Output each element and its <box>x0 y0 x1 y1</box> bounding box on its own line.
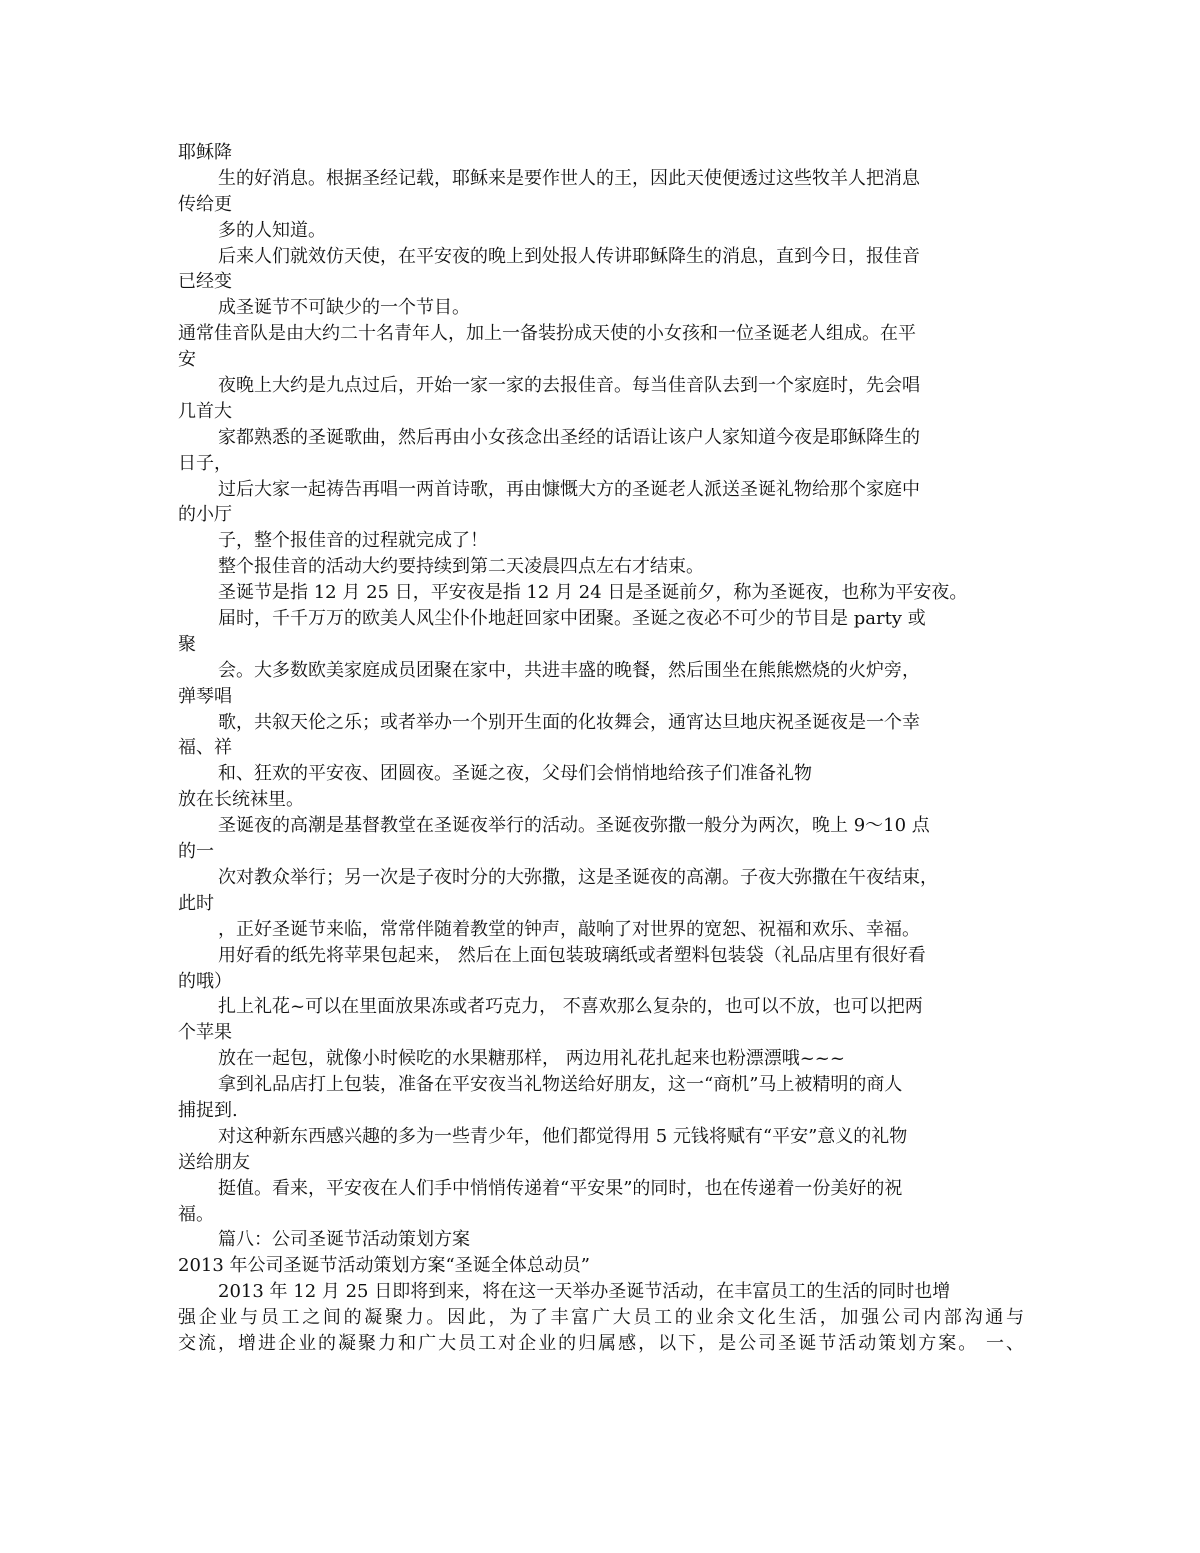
text-line: 整个报佳音的活动大约要持续到第二天凌晨四点左右才结束。 <box>218 556 704 578</box>
text-line: 和、狂欢的平安夜、团圆夜。圣诞之夜，父母们会悄悄地给孩子们准备礼物 <box>218 763 812 785</box>
text-line: 强企业与员工之间的凝聚力。因此，为了丰富广大员工的业余文化生活，加强公司内部沟通与 <box>178 1307 1024 1329</box>
text-line: 已经变 <box>178 271 232 293</box>
text-line: 日子， <box>178 452 232 474</box>
text-line: 届时，千千万万的欧美人风尘仆仆地赶回家中团聚。圣诞之夜必不可少的节目是 party 或 <box>218 608 926 630</box>
text-line: 此时 <box>178 892 214 914</box>
text-line: 2013 年 12 月 25 日即将到来，将在这一天举办圣诞节活动，在丰富员工的生活的同时也增 <box>218 1281 951 1303</box>
text-line: 捕捉到. <box>178 1099 238 1121</box>
text-line: 过后大家一起祷告再唱一两首诗歌，再由慷慨大方的圣诞老人派送圣诞礼物给那个家庭中 <box>218 478 920 500</box>
text-line: 几首大 <box>178 400 232 422</box>
text-line: 交流，增进企业的凝聚力和广大员工对企业的归属感，以下，是公司圣诞节活动策划方案。 一、 <box>178 1332 1024 1354</box>
section-heading: 篇八：公司圣诞节活动策划方案 <box>218 1229 470 1251</box>
text-line: 家都熟悉的圣诞歌曲，然后再由小女孩念出圣经的话语让该户人家知道今夜是耶稣降生的 <box>218 426 920 448</box>
text-line: 用好看的纸先将苹果包起来， 然后在上面包装玻璃纸或者塑料包装袋（礼品店里有很好看 <box>218 944 926 966</box>
document-page <box>178 140 1024 1357</box>
text-line: 放在长统袜里。 <box>178 789 304 811</box>
text-line: 安 <box>178 349 196 371</box>
text-line: 挺值。看来，平安夜在人们手中悄悄传递着“平安果”的同时，也在传递着一份美好的祝 <box>218 1177 903 1199</box>
text-line: 传给更 <box>178 193 232 215</box>
text-line: 圣诞夜的高潮是基督教堂在圣诞夜举行的活动。圣诞夜弥撒一般分为两次，晚上 9～10 点 <box>218 815 930 837</box>
text-line: 成圣诞节不可缺少的一个节目。 <box>218 297 470 319</box>
document-title: 2013 年公司圣诞节活动策划方案“圣诞全体总动员” <box>178 1255 590 1277</box>
text-line: 歌，共叙天伦之乐；或者举办一个别开生面的化妆舞会，通宵达旦地庆祝圣诞夜是一个幸 <box>218 711 920 733</box>
text-line: 的哦） <box>178 970 232 992</box>
text-line: 的一 <box>178 841 214 863</box>
text-line: 圣诞节是指 12 月 25 日，平安夜是指 12 月 24 日是圣诞前夕，称为圣诞夜，也称为平安夜。 <box>218 582 968 604</box>
text-line: 后来人们就效仿天使，在平安夜的晚上到处报人传讲耶稣降生的消息，直到今日，报佳音 <box>218 245 920 267</box>
text-line: 放在一起包，就像小时候吃的水果糖那样， 两边用礼花扎起来也粉漂漂哦~~~ <box>218 1048 845 1070</box>
text-line: 夜晚上大约是九点过后，开始一家一家的去报佳音。每当佳音队去到一个家庭时，先会唱 <box>218 375 920 397</box>
text-line: 多的人知道。 <box>218 219 326 241</box>
text-line: 扎上礼花~可以在里面放果冻或者巧克力， 不喜欢那么复杂的，也可以不放，也可以把两 <box>218 996 923 1018</box>
text-line: 会。大多数欧美家庭成员团聚在家中，共进丰盛的晚餐，然后围坐在熊熊燃烧的火炉旁， <box>218 659 920 681</box>
text-line: 生的好消息。根据圣经记载，耶稣来是要作世人的王，因此天使便透过这些牧羊人把消息 <box>218 167 920 189</box>
text-line: 对这种新东西感兴趣的多为一些青少年，他们都觉得用 5 元钱将赋有“平安”意义的礼物 <box>218 1125 908 1147</box>
text-line: 通常佳音队是由大约二十名青年人，加上一备装扮成天使的小女孩和一位圣诞老人组成。在平 <box>178 323 916 345</box>
text-line: 福。 <box>178 1203 214 1225</box>
text-line: 次对教众举行；另一次是子夜时分的大弥撒，这是圣诞夜的高潮。子夜大弥撒在午夜结束， <box>218 866 938 888</box>
text-line: 的小厅 <box>178 504 232 526</box>
text-line: 弹琴唱 <box>178 685 232 707</box>
text-line: 聚 <box>178 633 196 655</box>
text-line: 子，整个报佳音的过程就完成了！ <box>218 530 488 552</box>
text-line: 福、祥 <box>178 737 232 759</box>
text-line: 耶稣降 <box>178 142 232 163</box>
text-line: 拿到礼品店打上包装，准备在平安夜当礼物送给好朋友，这一“商机”马上被精明的商人 <box>218 1074 903 1096</box>
text-line: ，正好圣诞节来临，常常伴随着教堂的钟声，敲响了对世界的宽恕、祝福和欢乐、幸福。 <box>218 918 920 940</box>
text-line: 个苹果 <box>178 1022 232 1044</box>
text-line: 送给朋友 <box>178 1151 250 1173</box>
